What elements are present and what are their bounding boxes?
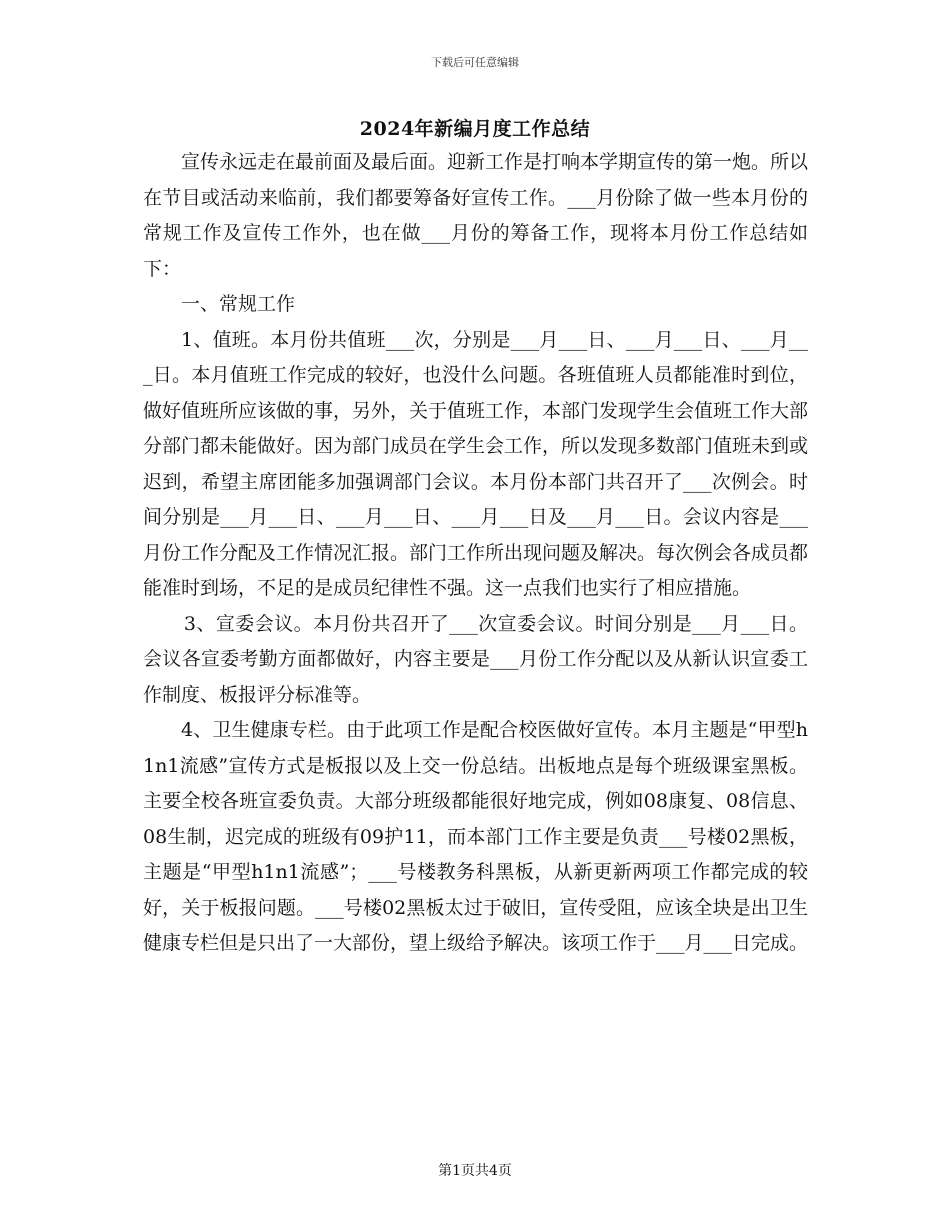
paragraph-duty: 1、值班。本月份共值班___次，分别是___月___日、___月___日、___月___日。本月值班工作完成的较好，也没什么问题。各班值班人员都能准时到位，做好值班所应该做的事，另外，关于值班工作，本部门发现学生会值班工作大部分部门都未能做好。因为部门成员在学生会工作，所以发现多数部门值班未到或迟到，希望主席团能多加强调部门会议。本月份本部门共召开了___次例会。时间分别是___月___日、___月___日、___月___日及___月___日。会议内容是___月份工作分配及工作情况汇报。部门工作所出现问题及解决。每次例会各成员都能准时到场，不足的是成员纪律性不强。这一点我们也实行了相应措施。	[143, 328, 809, 599]
header-note: 下载后可任意编辑	[431, 56, 519, 69]
paragraph-health-column: 4、卫生健康专栏。由于此项工作是配合校医做好宣传。本月主题是“甲型h1n1流感”宣传方式是板报以及上交一份总结。出板地点是每个班级课室黑板。主要全校各班宣委负责。大部分班级都能很好地完成，例如08康复、08信息、08生制，迟完成的班级有09护11，而本部门工作主要是负责___号楼02黑板，主题是“甲型h1n1流感”；___号楼教务科黑板，从新更新两项工作都完成的较好，关于板报问题。___号楼02黑板太过于破旧，宣传受阻，应该全块是出卫生健康专栏但是只出了一大部份，望上级给予解决。该项工作于___月___日完成。	[143, 719, 809, 954]
section-heading-routine-work: 一、常规工作	[181, 293, 296, 315]
document-body	[143, 145, 808, 962]
page-footer: 第1页共4页	[438, 1163, 512, 1179]
document-title: 2024年新编月度工作总结	[359, 118, 591, 140]
paragraph-intro: 宣传永远走在最前面及最后面。迎新工作是打响本学期宣传的第一炮。所以在节目或活动来临前，我们都要筹备好宣传工作。___月份除了做一些本月份的常规工作及宣传工作外，也在做___月份的筹备工作，现将本月份工作总结如下：	[143, 151, 809, 280]
paragraph-committee-meeting: 3、宣委会议。本月份共召开了___次宣委会议。时间分别是___月___日。会议各宣委考勤方面都做好，内容主要是___月份工作分配以及从新认识宣委工作制度、板报评分标准等。	[143, 612, 808, 706]
